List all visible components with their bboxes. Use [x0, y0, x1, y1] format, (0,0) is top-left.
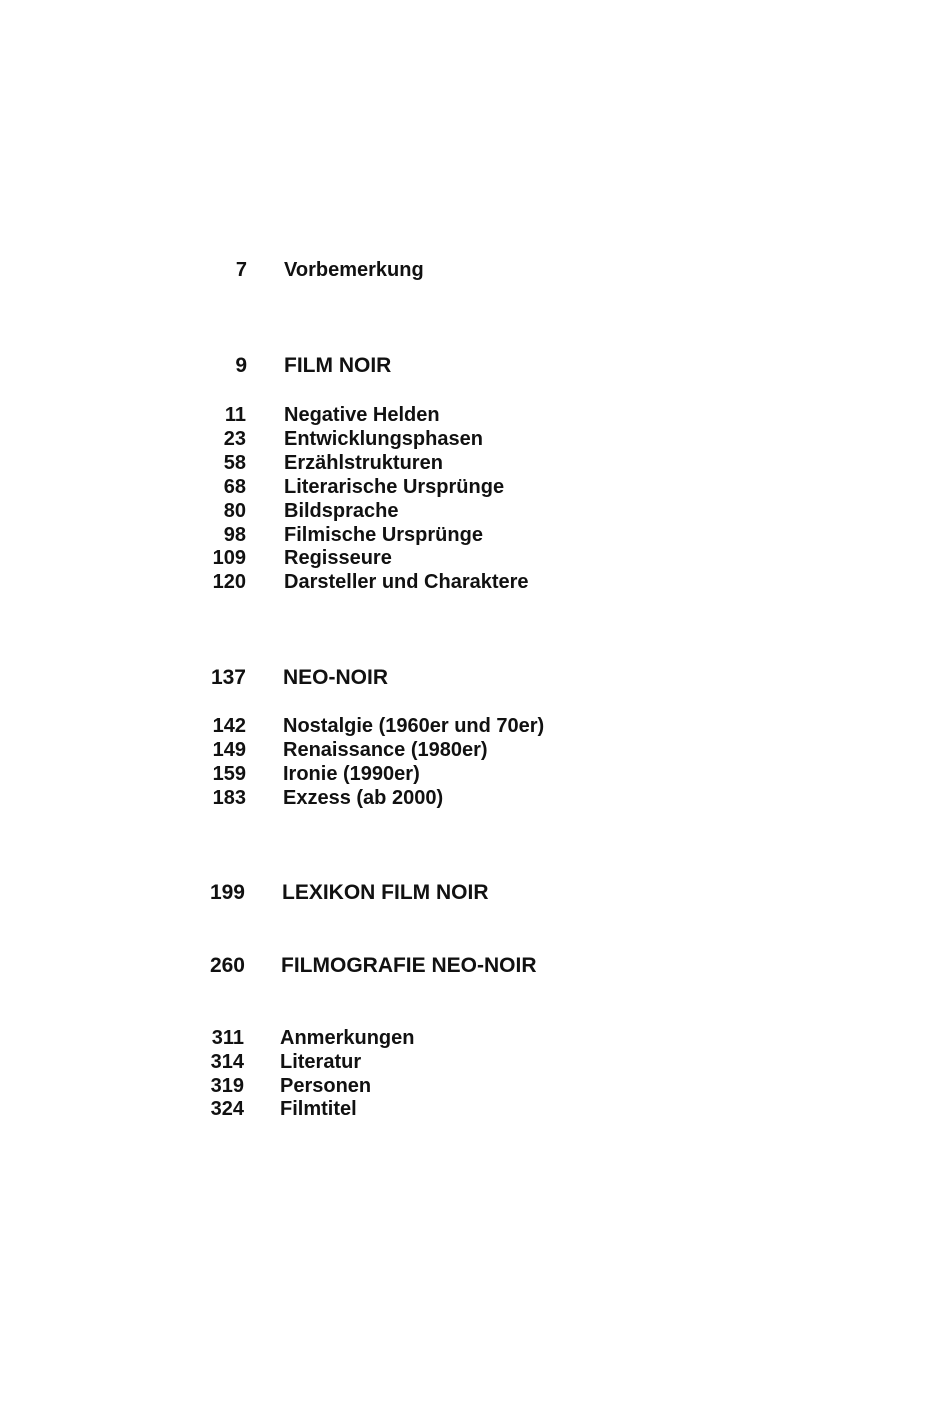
toc-entry-title: Ironie (1990er)	[283, 763, 420, 785]
toc-page-number: 183	[212, 787, 246, 809]
toc-entry	[0, 546, 246, 570]
toc-entry	[0, 570, 246, 594]
toc-page-number: 311	[211, 1027, 244, 1049]
toc-page-number: 324	[210, 1098, 244, 1120]
toc-entry-preface	[0, 258, 247, 282]
toc-entry-title: Negative Helden	[284, 404, 440, 426]
toc-page-number: 137	[210, 666, 246, 689]
toc-page-number: 58	[223, 452, 246, 474]
toc-entry-title: Regisseure	[284, 547, 392, 569]
toc-entry	[0, 523, 246, 547]
toc-entry-title: Erzählstrukturen	[284, 452, 443, 474]
toc-section-title: FILM NOIR	[284, 354, 392, 377]
toc-page-number: 7	[235, 259, 247, 281]
toc-page-number: 98	[223, 524, 246, 546]
toc-entry-title: Filmtitel	[280, 1098, 357, 1120]
toc-entry	[0, 1097, 244, 1121]
toc-section-title: LEXIKON FILM NOIR	[282, 881, 489, 904]
toc-entry-title: Literarische Ursprünge	[284, 476, 505, 498]
toc-entry-title: Literatur	[280, 1051, 362, 1073]
toc-page-number: 9	[235, 354, 247, 377]
toc-entry-title: Anmerkungen	[280, 1027, 415, 1049]
toc-entry	[0, 451, 246, 475]
toc-section-lexikon	[0, 881, 245, 905]
toc-entry-title: Nostalgie (1960er und 70er)	[283, 715, 545, 737]
toc-entry-title: Bildsprache	[284, 500, 399, 522]
toc-page-number: 159	[212, 763, 246, 785]
toc-page-number: 109	[212, 547, 246, 569]
toc-entry	[0, 762, 246, 786]
toc-page-number: 23	[223, 428, 246, 450]
toc-section-title: NEO-NOIR	[283, 666, 388, 689]
toc-entry	[0, 403, 246, 427]
toc-title-preface: Vorbemerkung	[284, 259, 424, 281]
toc-entry-title: Personen	[280, 1075, 372, 1097]
toc-page-number: 68	[223, 476, 246, 498]
toc-section-neo-noir	[0, 666, 246, 690]
toc-entry-title: Filmische Ursprünge	[284, 524, 483, 546]
toc-entry-title: Darsteller und Charaktere	[284, 571, 529, 593]
toc-entry	[0, 427, 246, 451]
toc-entry	[0, 1026, 244, 1050]
toc-entry	[0, 499, 246, 523]
toc-page-number: 120	[212, 571, 246, 593]
toc-page-number: 260	[209, 954, 245, 977]
toc-entry-title: Entwicklungsphasen	[284, 428, 483, 450]
toc-entry	[0, 1074, 244, 1098]
toc-section-film-noir	[0, 354, 247, 378]
toc-page-number: 80	[223, 500, 246, 522]
toc-section-filmografie	[0, 954, 245, 978]
toc-section-title: FILMOGRAFIE NEO-NOIR	[281, 954, 537, 977]
toc-entry	[0, 714, 246, 738]
toc-entry-title: Exzess (ab 2000)	[283, 787, 444, 809]
toc-page-number: 11	[224, 404, 246, 426]
toc-entry	[0, 738, 246, 762]
toc-entry	[0, 1050, 244, 1074]
toc-entry	[0, 786, 246, 810]
toc-page-number: 199	[209, 881, 245, 904]
toc-page-number: 319	[210, 1075, 244, 1097]
toc-page-number: 314	[210, 1051, 244, 1073]
toc-page-number: 149	[212, 739, 246, 761]
toc-entry-title: Renaissance (1980er)	[283, 739, 488, 761]
toc-page-number: 142	[212, 715, 246, 737]
toc-entry	[0, 475, 246, 499]
